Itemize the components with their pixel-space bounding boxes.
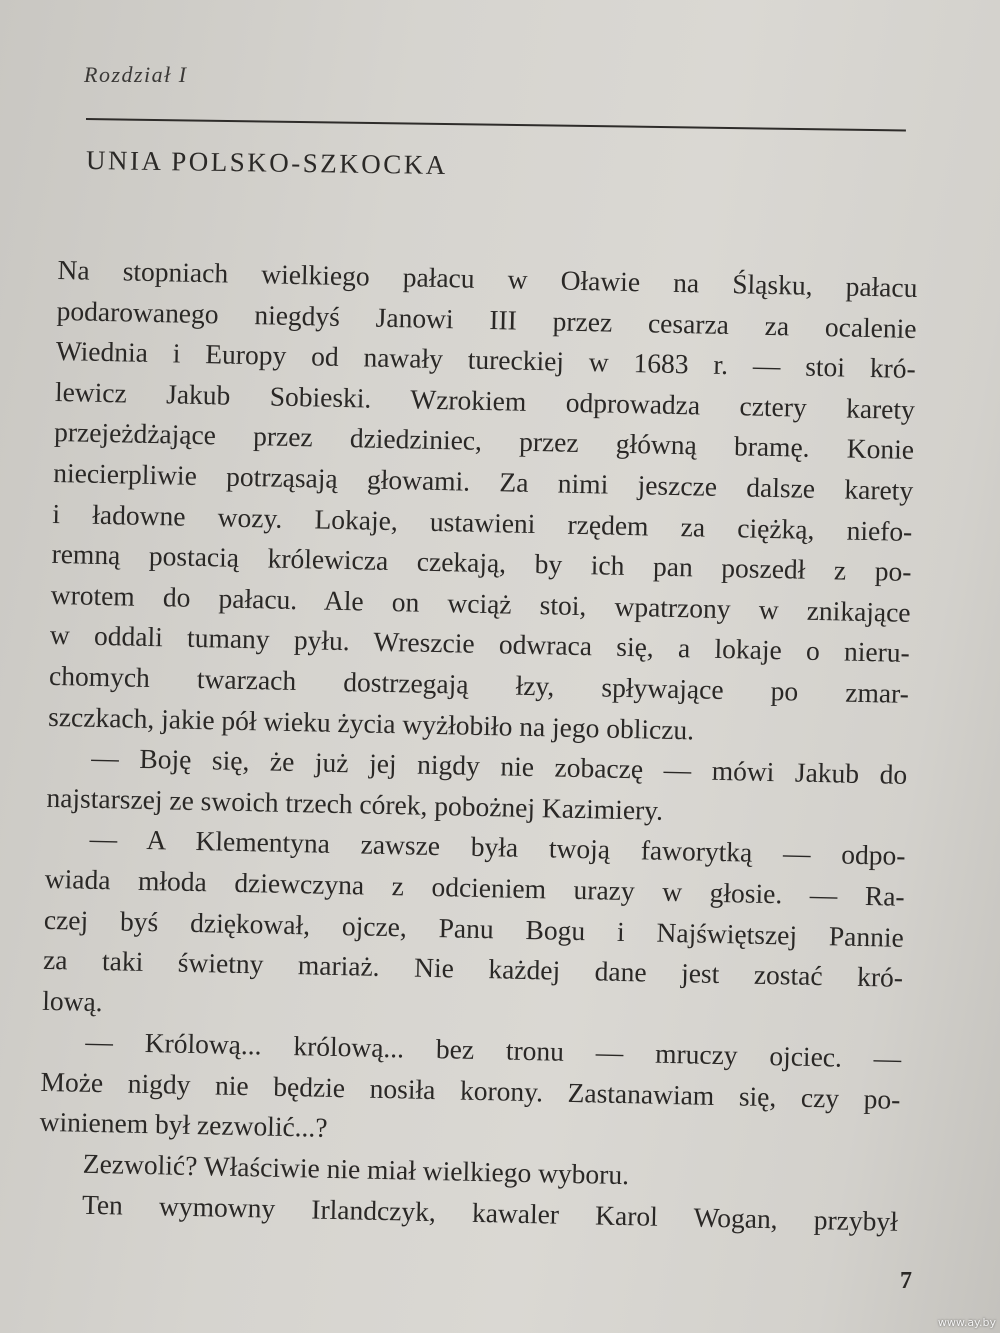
text-line: Ten wymowny Irlandczyk, kawaler Karol Wogan, przybył — [81, 1188, 899, 1237]
text-line: niecierpliwie potrząsają głowami. Za nimi jeszcze dalsze karety — [53, 456, 914, 506]
text-line: Zezwolić? Właściwie nie miał wielkiego wyboru. — [82, 1147, 630, 1191]
chapter-label: Rozdział I — [84, 62, 188, 87]
text-line: chomych twarzach dostrzegają łzy, spływające po zmar- — [48, 659, 910, 709]
watermark: www.ay.by — [937, 1316, 996, 1329]
text-line: Wiednia i Europy od nawały tureckiej w 1683 r. — stoi kró- — [55, 335, 917, 385]
text-line: winienem był zezwolić...? — [39, 1106, 328, 1144]
text-line: i ładowne wozy. Lokaje, ustawieni rzędem za ciężką, niefo- — [52, 497, 913, 547]
text-line: czej byś dziękował, ojcze, Panu Bogu i Najświętszej Pannie — [43, 903, 905, 953]
text-line: lową. — [41, 984, 103, 1017]
text-line: w oddali tumany pyłu. Wreszcie odwraca się, a lokaje o nieru- — [49, 619, 911, 669]
text-line: remną postacią królewicza czekają, by ich pan poszedł z po- — [51, 538, 912, 588]
body-text — [38, 250, 918, 1242]
text-line: — A Klementyna zawsze była twoją faworytką — odpo- — [89, 823, 906, 872]
text-line: podarowanego niegdyś Janowi III przez cesarza za ocalenie — [56, 294, 917, 344]
text-line: — Królową... królową... bez tronu — mruczy ojciec. — — [85, 1026, 902, 1075]
header-rule — [86, 118, 906, 131]
text-line: lewicz Jakub Sobieski. Wzrokiem odprowadza cztery karety — [54, 375, 916, 425]
text-line: wiada młoda dziewczyna z odcieniem urazy w głosie. — Ra- — [44, 862, 905, 912]
text-line: szczkach, jakie pół wieku życia wyżłobiło na jego obliczu. — [47, 700, 695, 745]
text-line: przejeżdżające przez dziedziniec, przez główną bramę. Konie — [53, 416, 915, 466]
chapter-title: UNIA POLSKO-SZKOCKA — [85, 145, 448, 181]
text-line: Może nigdy nie będzie nosiła korony. Zastanawiam się, czy po- — [40, 1065, 901, 1115]
text-line: wrotem do pałacu. Ale on wciąż stoi, wpatrzony w znikające — [50, 578, 911, 628]
page-number: 7 — [900, 1268, 912, 1294]
text-line: najstarszej ze swoich trzech córek, pobożnej Kazimiery. — [46, 781, 664, 826]
text-line: za taki świetny mariaż. Nie każdej dane jest zostać kró- — [42, 943, 904, 993]
text-line: — Boję się, że już jej nigdy nie zobaczę — mówi Jakub do — [91, 741, 908, 791]
text-line: Na stopniach wielkiego pałacu w Oławie na Śląsku, pałacu — [57, 253, 918, 304]
